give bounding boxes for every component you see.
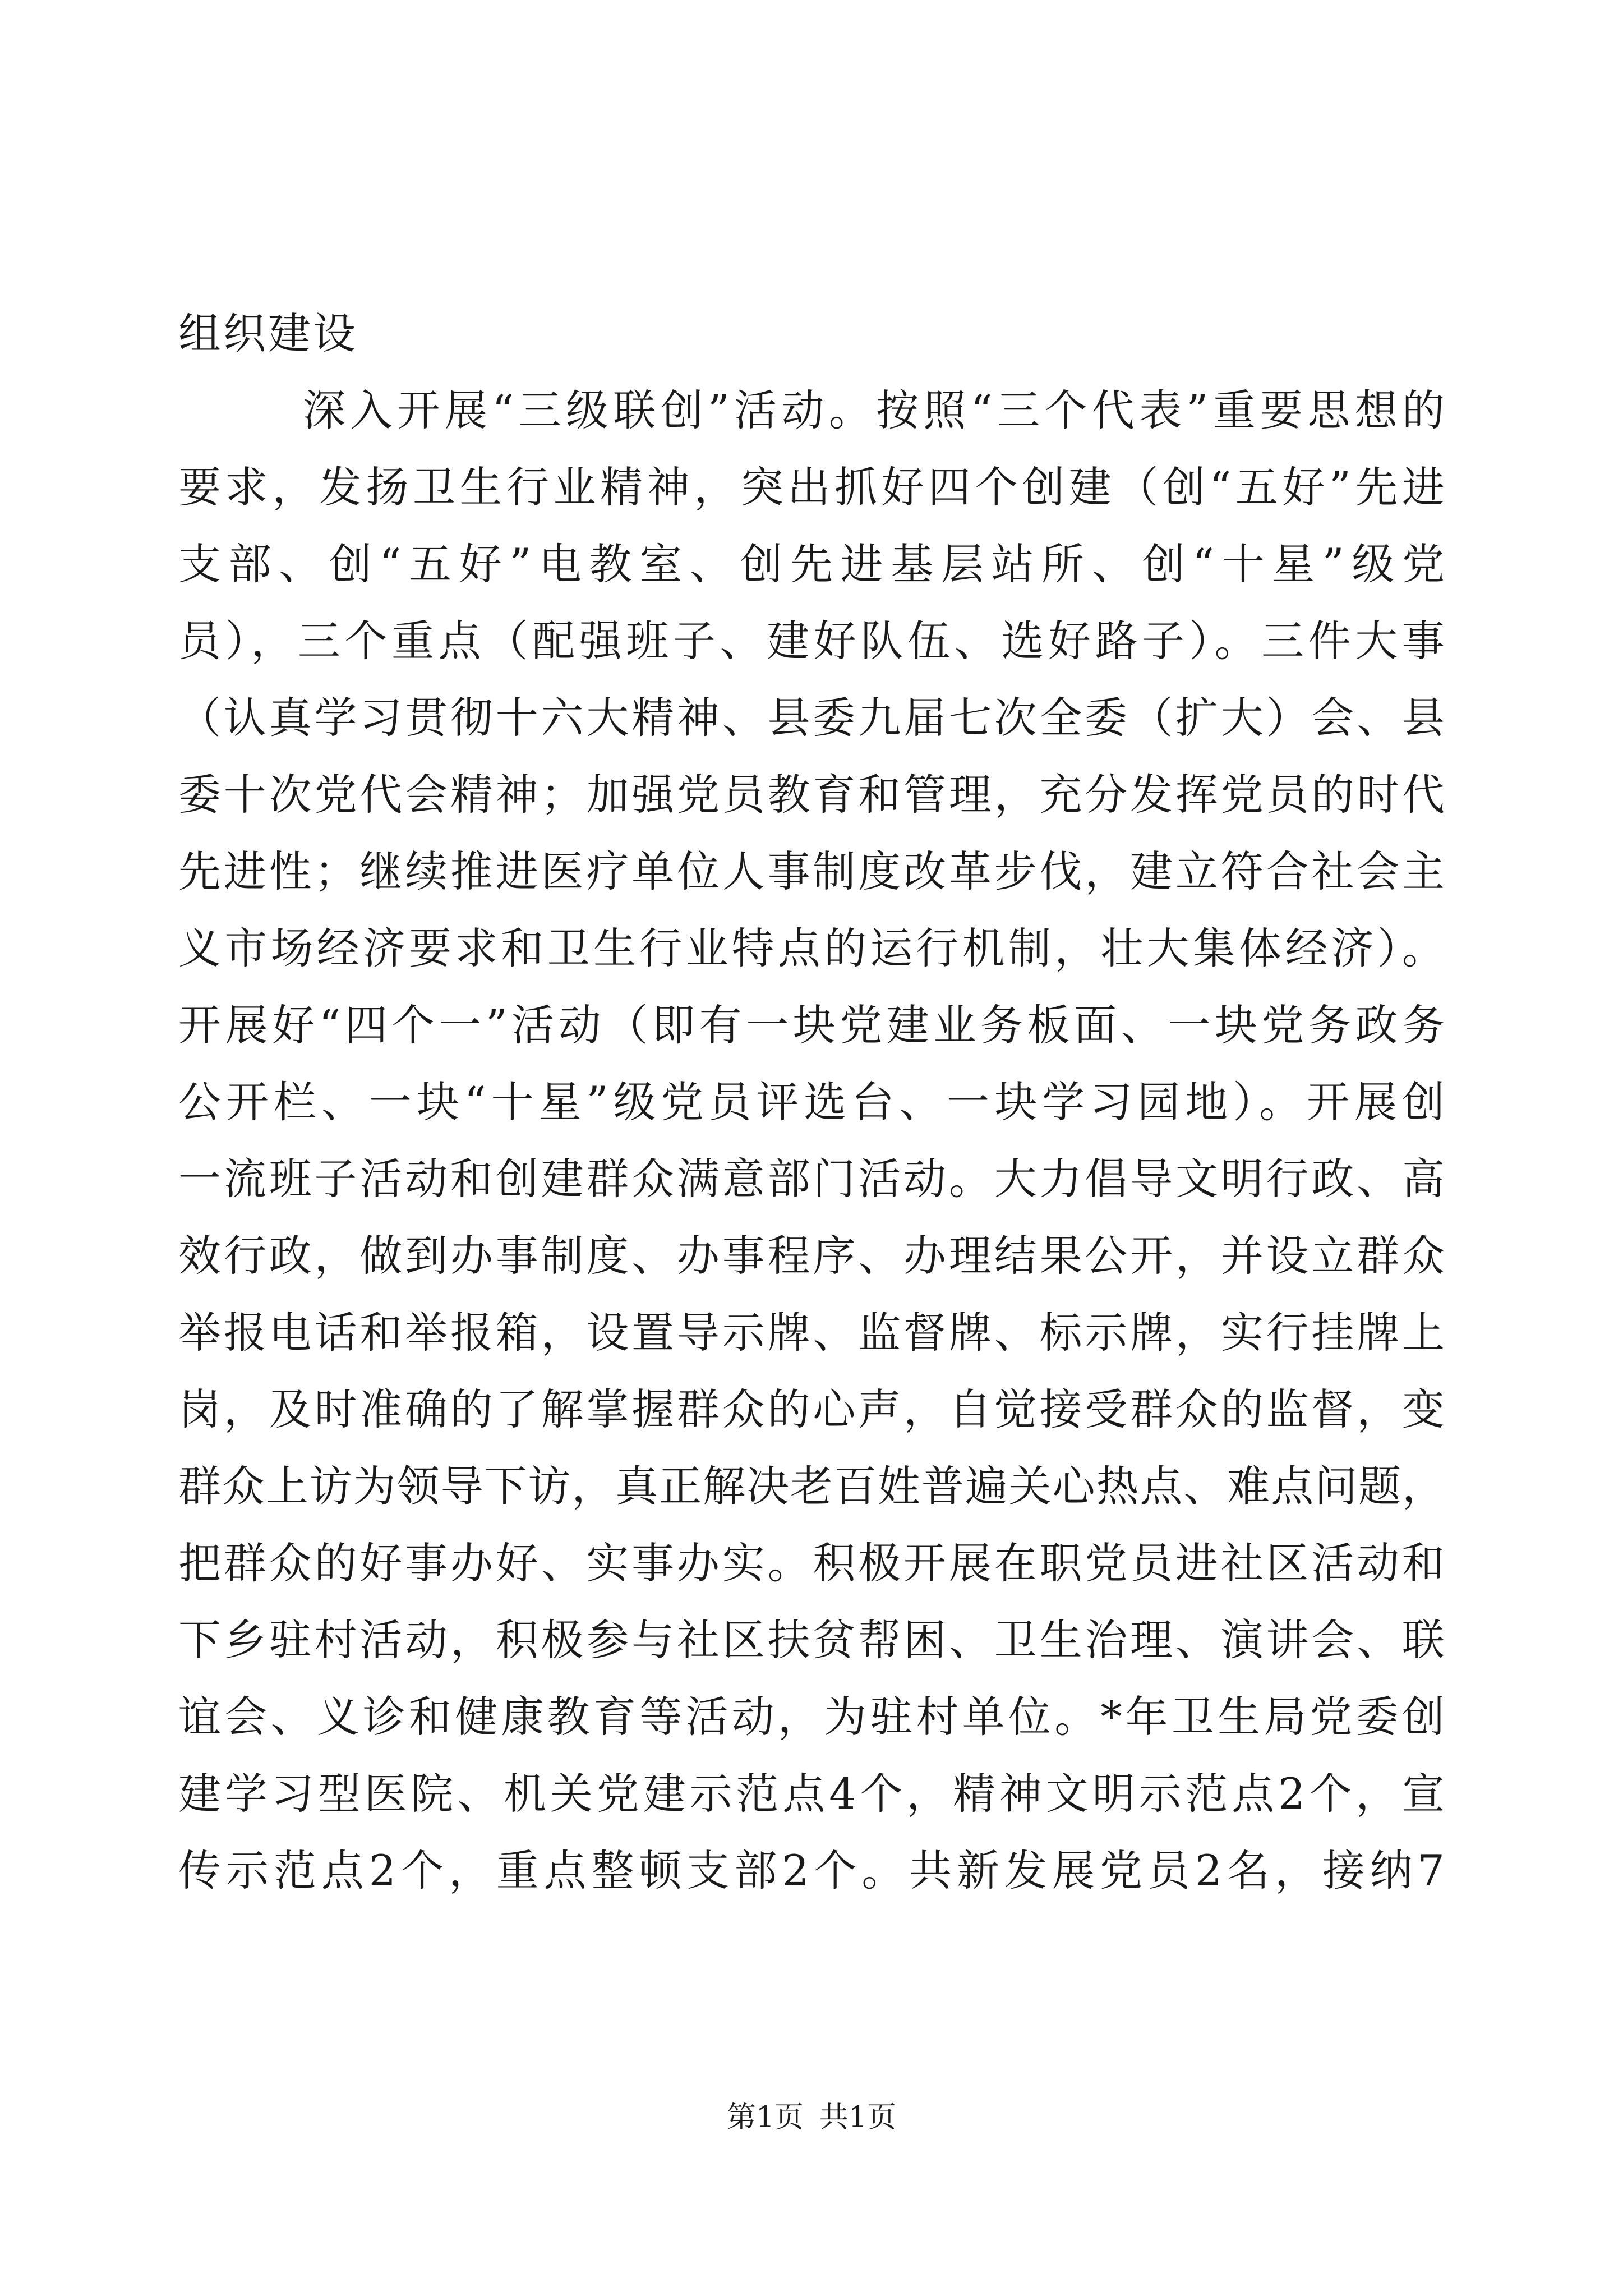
page-footer bbox=[0, 2098, 1623, 2137]
text-line: （认真学习贯彻十六大精神、县委九届七次全委（扩大）会、县 bbox=[178, 693, 1445, 743]
text-line: 下乡驻村活动，积极参与社区扶贫帮困、卫生治理、演讲会、联 bbox=[178, 1615, 1445, 1665]
text-line: 支部、创“五好”电教室、创先进基层站所、创“十星”级党 bbox=[178, 539, 1445, 589]
text-line: 公开栏、一块“十星”级党员评选台、一块学习园地）。开展创 bbox=[178, 1077, 1445, 1127]
text-line: 岗，及时准确的了解掌握群众的心声，自觉接受群众的监督，变 bbox=[178, 1384, 1445, 1434]
body-paragraph bbox=[178, 372, 1445, 1909]
text-line: 一流班子活动和创建群众满意部门活动。大力倡导文明行政、高 bbox=[178, 1154, 1445, 1204]
page-total: 共1页 bbox=[819, 2101, 897, 2134]
text-line: 深入开展“三级联创”活动。按照“三个代表”重要思想的 bbox=[303, 385, 1445, 435]
text-line: 把群众的好事办好、实事办实。积极开展在职党员进社区活动和 bbox=[178, 1538, 1445, 1588]
text-line: 建学习型医院、机关党建示范点4个，精神文明示范点2个，宣 bbox=[178, 1769, 1445, 1819]
page-number: 第1页 bbox=[726, 2101, 804, 2134]
section-heading: 组织建设 bbox=[178, 309, 358, 358]
text-line: 义市场经济要求和卫生行业特点的运行机制，壮大集体经济）。 bbox=[178, 923, 1445, 973]
text-line: 先进性；继续推进医疗单位人事制度改革步伐，建立符合社会主 bbox=[178, 846, 1445, 896]
text-line: 谊会、义诊和健康教育等活动，为驻村单位。*年卫生局党委创 bbox=[178, 1692, 1445, 1742]
text-line: 举报电话和举报箱，设置导示牌、监督牌、标示牌，实行挂牌上 bbox=[178, 1308, 1445, 1358]
text-line: 传示范点2个，重点整顿支部2个。共新发展党员2名，接纳7 bbox=[178, 1846, 1445, 1895]
text-line: 群众上访为领导下访，真正解决老百姓普遍关心热点、难点问题， bbox=[178, 1461, 1445, 1511]
text-line: 开展好“四个一”活动（即有一块党建业务板面、一块党务政务 bbox=[178, 1000, 1445, 1050]
text-line: 员），三个重点（配强班子、建好队伍、选好路子）。三件大事 bbox=[178, 616, 1445, 666]
text-line: 效行政，做到办事制度、办事程序、办理结果公开，并设立群众 bbox=[178, 1231, 1445, 1281]
text-line: 要求，发扬卫生行业精神，突出抓好四个创建（创“五好”先进 bbox=[178, 462, 1445, 512]
text-line: 委十次党代会精神；加强党员教育和管理，充分发挥党员的时代 bbox=[178, 770, 1445, 820]
